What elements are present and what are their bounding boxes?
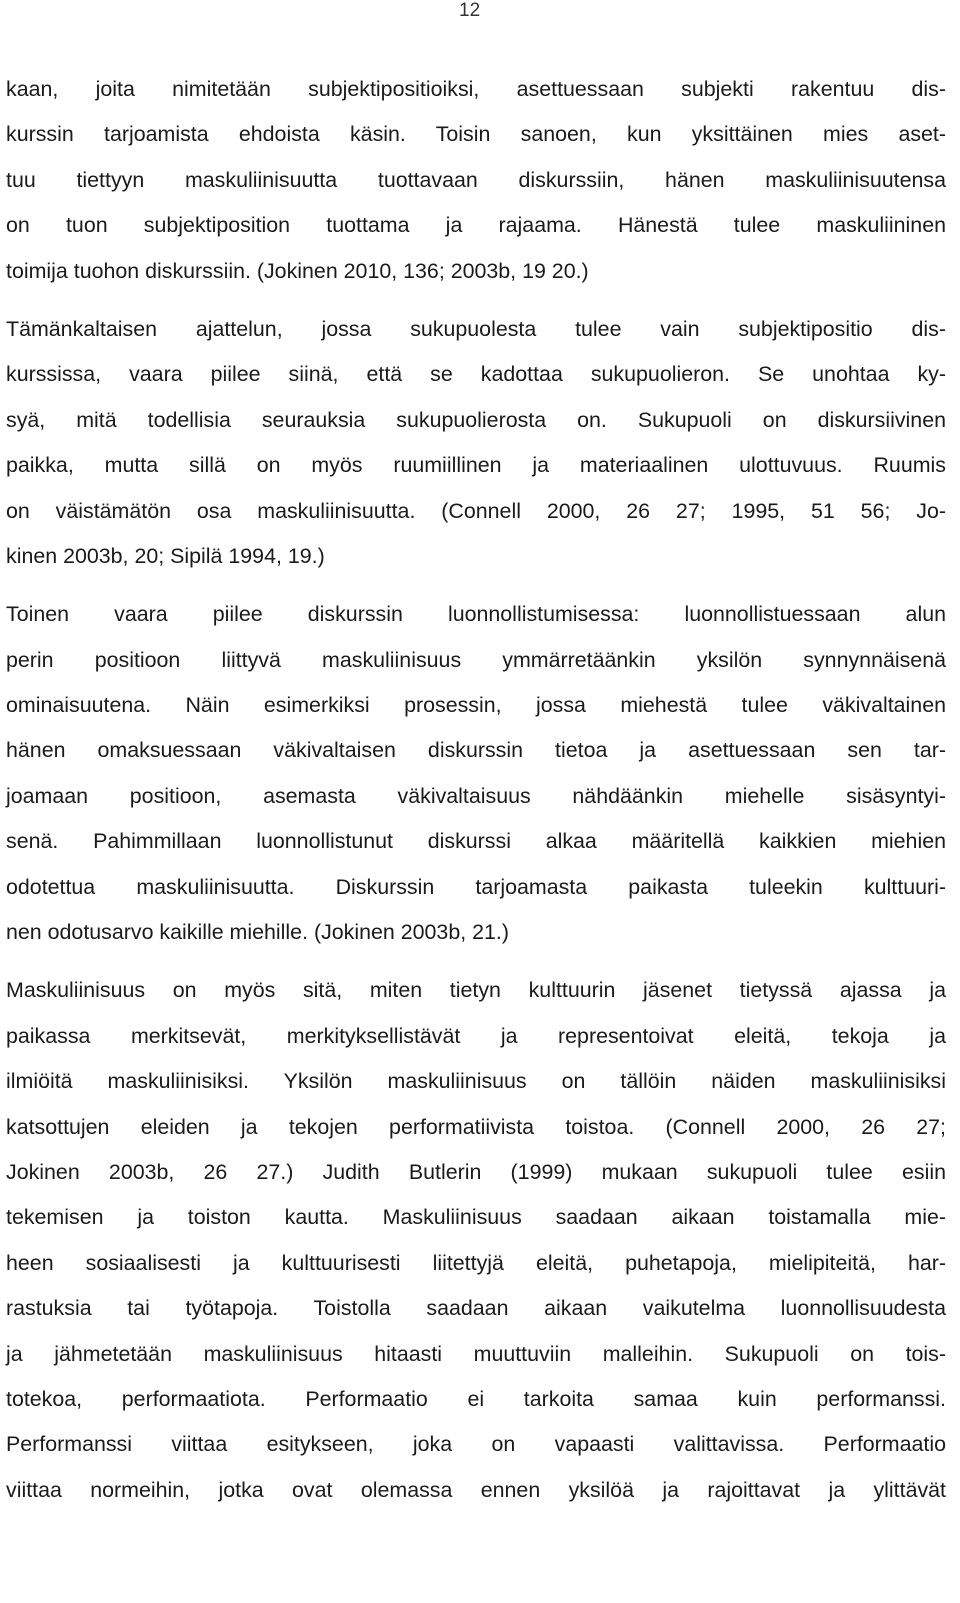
text-line: Toinen vaara piilee diskurssin luonnollistumisessa: luonnollistuessaan alun bbox=[6, 602, 946, 627]
text-line: totekoa, performaatiota. Performaatio ei tarkoita samaa kuin performanssi. bbox=[6, 1386, 946, 1411]
text-line: paikassa merkitsevät, merkityksellistävät ja representoivat eleitä, tekoja ja bbox=[6, 1023, 946, 1048]
text-line: rastuksia tai työtapoja. Toistolla saadaan aikaan vaikutelma luonnollisuudesta bbox=[6, 1296, 946, 1321]
paragraph-1 bbox=[6, 67, 946, 294]
paragraph-2 bbox=[6, 307, 946, 579]
text-line: odotettua maskuliinisuutta. Diskurssin tarjoamasta paikasta tuleekin kulttuuri- bbox=[6, 874, 946, 899]
text-line: heen sosiaalisesti ja kulttuurisesti liitettyjä eleitä, puhetapoja, mielipiteitä, har- bbox=[6, 1250, 946, 1275]
text-line: kurssissa, vaara piilee siinä, että se kadottaa sukupuolieron. Se unohtaa ky- bbox=[6, 362, 946, 387]
document-body bbox=[6, 67, 946, 1513]
text-line: ja jähmetetään maskuliinisuus hitaasti muuttuviin malleihin. Sukupuoli on tois- bbox=[6, 1341, 946, 1366]
text-line: nen odotusarvo kaikille miehille. (Jokinen 2003b, 21.) bbox=[6, 920, 509, 945]
paragraph-4 bbox=[6, 968, 946, 1513]
text-line: tekemisen ja toiston kautta. Maskuliinisuus saadaan aikaan toistamalla mie- bbox=[6, 1205, 946, 1230]
text-line: senä. Pahimmillaan luonnollistunut diskurssi alkaa määritellä kaikkien miehien bbox=[6, 829, 946, 854]
page-number: 12 bbox=[459, 0, 481, 21]
text-line: paikka, mutta sillä on myös ruumiillinen ja materiaalinen ulottuvuus. Ruumis bbox=[6, 453, 946, 478]
text-line: viittaa normeihin, jotka ovat olemassa ennen yksilöä ja rajoittavat ja ylittävät bbox=[6, 1477, 946, 1502]
text-line: Jokinen 2003b, 26 27.) Judith Butlerin (1999) mukaan sukupuoli tulee esiin bbox=[6, 1159, 946, 1184]
text-line: toimija tuohon diskurssiin. (Jokinen 2010, 136; 2003b, 19 20.) bbox=[6, 258, 589, 283]
text-line: Maskuliinisuus on myös sitä, miten tietyn kulttuurin jäsenet tietyssä ajassa ja bbox=[6, 978, 946, 1003]
text-line: Performanssi viittaa esitykseen, joka on vapaasti valittavissa. Performaatio bbox=[6, 1432, 946, 1457]
text-line: perin positioon liittyvä maskuliinisuus ymmärretäänkin yksilön synnynnäisenä bbox=[6, 647, 946, 672]
text-line: on tuon subjektiposition tuottama ja rajaama. Hänestä tulee maskuliininen bbox=[6, 213, 946, 238]
text-line: hänen omaksuessaan väkivaltaisen diskurssin tietoa ja asettuessaan sen tar- bbox=[6, 738, 946, 763]
text-line: syä, mitä todellisia seurauksia sukupuolierosta on. Sukupuoli on diskursiivinen bbox=[6, 407, 946, 432]
text-line: ilmiöitä maskuliinisiksi. Yksilön maskuliinisuus on tällöin näiden maskuliinisiksi bbox=[6, 1069, 946, 1094]
paragraph-gap bbox=[6, 955, 946, 968]
text-line: Tämänkaltaisen ajattelun, jossa sukupuolesta tulee vain subjektipositio dis- bbox=[6, 316, 946, 341]
text-line: ominaisuutena. Näin esimerkiksi prosessin, jossa miehestä tulee väkivaltainen bbox=[6, 693, 946, 718]
paragraph-3 bbox=[6, 592, 946, 955]
paragraph-gap bbox=[6, 579, 946, 592]
text-line: on väistämätön osa maskuliinisuutta. (Connell 2000, 26 27; 1995, 51 56; Jo- bbox=[6, 498, 946, 523]
text-line: kurssin tarjoamista ehdoista käsin. Toisin sanoen, kun yksittäinen mies aset- bbox=[6, 122, 946, 147]
text-line: kinen 2003b, 20; Sipilä 1994, 19.) bbox=[6, 543, 325, 568]
paragraph-gap bbox=[6, 294, 946, 307]
text-line: tuu tiettyyn maskuliinisuutta tuottavaan diskurssiin, hänen maskuliinisuutensa bbox=[6, 167, 946, 192]
text-line: joamaan positioon, asemasta väkivaltaisuus nähdäänkin miehelle sisäsyntyi- bbox=[6, 783, 946, 808]
text-line: katsottujen eleiden ja tekojen performatiivista toistoa. (Connell 2000, 26 27; bbox=[6, 1114, 946, 1139]
text-line: kaan, joita nimitetään subjektipositioiksi, asettuessaan subjekti rakentuu dis- bbox=[6, 77, 946, 101]
